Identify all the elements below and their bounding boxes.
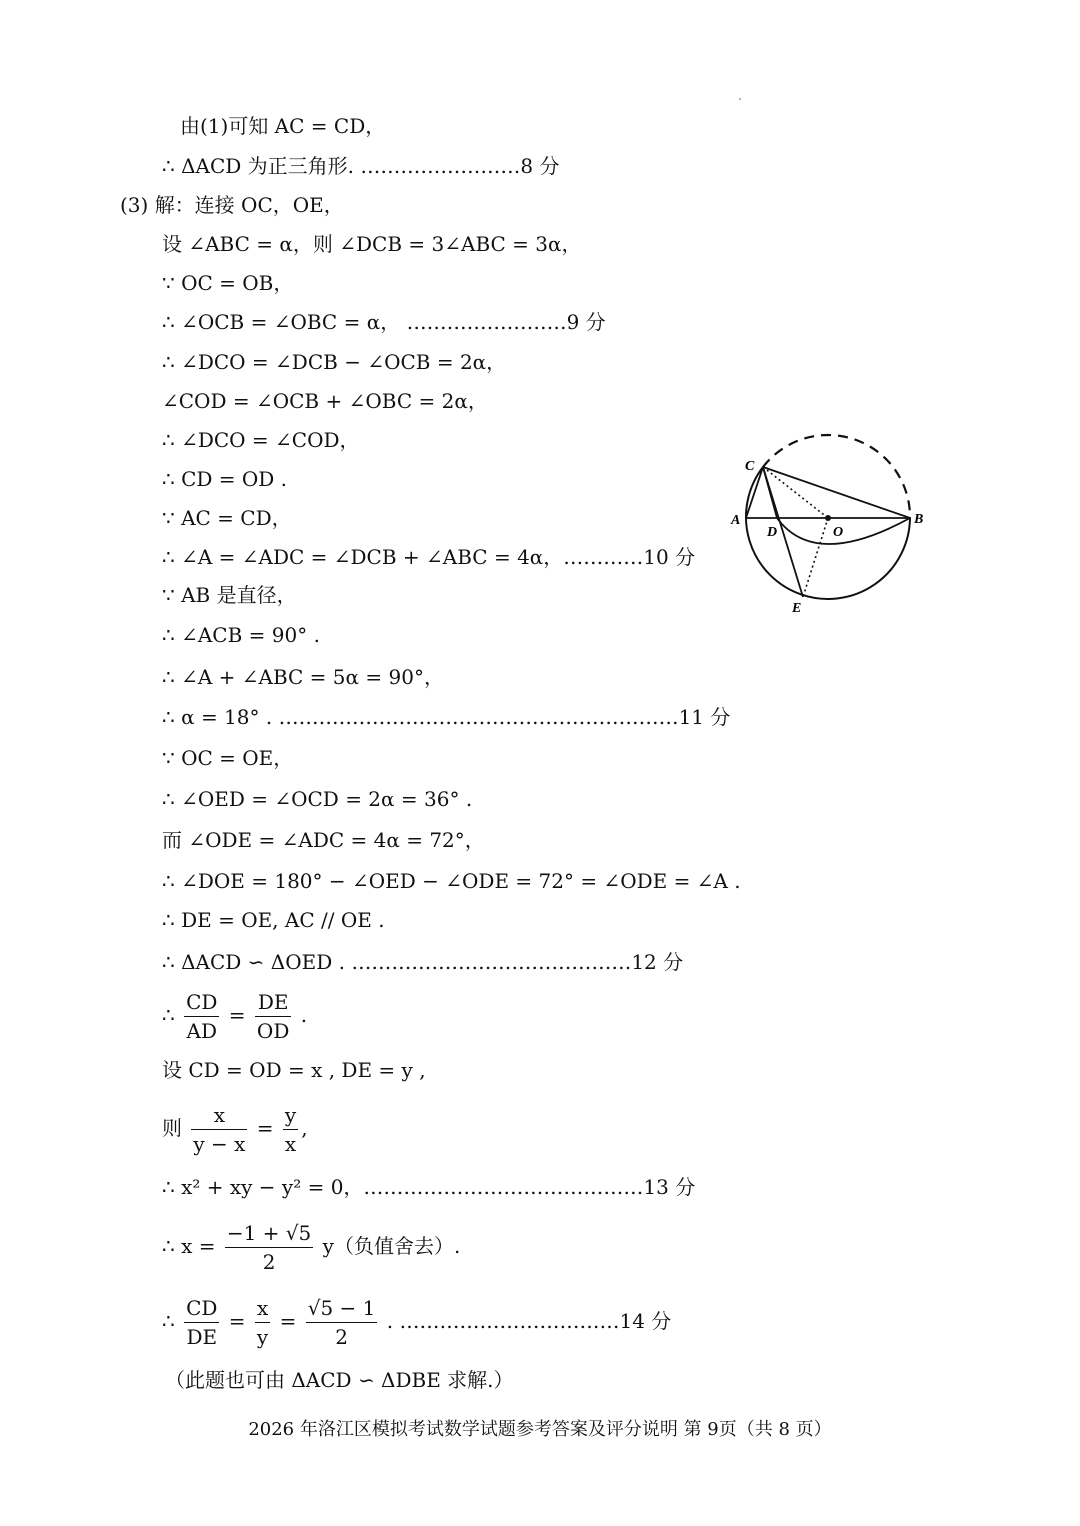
solution-line: ∴ ∠A = ∠ADC = ∠DCB + ∠ABC = 4α，…………10 分 <box>162 545 696 569</box>
fraction <box>184 1294 219 1351</box>
ratio-equation: 则 $\frac{x}{y - x}$ = $\frac{y}{x}$ , <box>162 1103 308 1156</box>
center-point-o <box>825 515 831 521</box>
solution-line: ∵ OC = OE， <box>162 746 294 770</box>
scan-speck <box>739 98 741 100</box>
segment-co-dotted <box>763 467 828 518</box>
denominator: 2 <box>335 1325 348 1349</box>
solution-line: ∠COD = ∠OCB + ∠OBC = 2α， <box>162 389 488 413</box>
label-b: B <box>914 512 924 527</box>
label-e: E <box>792 601 802 616</box>
ratio-equation: ∴ $\frac{CD}{AD}$ = $\frac{DE}{OD}$ . <box>162 990 308 1043</box>
numerator: CD <box>184 988 219 1017</box>
numerator: √5 − 1 <box>306 1294 378 1323</box>
numerator: x <box>191 1101 247 1130</box>
score-marker: . ……………………………14 分 <box>386 1309 672 1333</box>
denominator: OD <box>256 1019 290 1043</box>
denominator: y <box>256 1325 269 1349</box>
solution-line: 设 CD = OD = x , DE = y , <box>162 1058 426 1082</box>
label-o: O <box>833 525 844 540</box>
solution-equation <box>162 1219 460 1276</box>
solution-line: ∴ ∠DOE = 180° − ∠OED − ∠ODE = 72° = ∠ODE = ∠A . <box>162 869 741 893</box>
solution-line: ∴ ∠DCO = ∠COD， <box>162 428 360 452</box>
therefore-symbol: ∴ <box>162 1309 175 1333</box>
solution-line: ∴ ∠A + ∠ABC = 5α = 90°， <box>162 665 444 689</box>
fraction <box>255 1294 270 1351</box>
solution-line: ∴ DE = OE, AC // OE . <box>162 908 385 932</box>
solution-line: ∴ α = 18° . ……………………………………………………11 分 <box>162 705 731 729</box>
fraction <box>184 988 219 1045</box>
fraction <box>225 1219 313 1276</box>
segment-ca <box>746 467 763 518</box>
fraction <box>191 1101 247 1158</box>
label-d: D <box>767 525 778 540</box>
solution-line: ∵ AC = CD， <box>162 506 292 530</box>
circle-geometry-figure <box>725 430 940 620</box>
then-word: 则 <box>162 1116 182 1140</box>
numerator: x <box>255 1294 270 1323</box>
rhs-suffix: y（负值舍去）. <box>322 1234 461 1258</box>
solution-line: 设 ∠ABC = α，则 ∠DCB = 3∠ABC = 3α， <box>162 232 582 256</box>
circle-dashed-arc <box>763 435 910 518</box>
solution-line: ∴ x² + xy − y² = 0，……………………………………13 分 <box>162 1175 696 1199</box>
therefore-symbol: ∴ <box>162 1003 175 1027</box>
denominator: AD <box>186 1019 217 1043</box>
label-c: C <box>745 459 755 474</box>
solution-line: ∴ ∠OCB = ∠OBC = α， ……………………9 分 <box>162 310 606 334</box>
comma: , <box>301 1116 308 1140</box>
denominator: y − x <box>193 1132 246 1156</box>
final-equation: ∴ $\frac{CD}{DE}$ = $\frac{x}{y}$ = $\frac{√5 - 1}{2}$ . ……………………………14 分 <box>162 1296 672 1349</box>
solution-line: ∵ AB 是直径， <box>162 583 297 607</box>
segment-cb <box>763 467 910 518</box>
segment-oe-dotted <box>803 518 828 597</box>
solution-line: 由(1)可知 AC = CD， <box>180 114 386 138</box>
denominator: 2 <box>262 1250 276 1274</box>
fraction <box>283 1101 298 1158</box>
solution-line: ∴ ΔACD ∽ ΔOED . ……………………………………12 分 <box>162 950 684 974</box>
period: . <box>300 1003 308 1027</box>
numerator: y <box>283 1101 298 1130</box>
lhs: ∴ x = <box>162 1234 216 1258</box>
numerator: CD <box>184 1294 219 1323</box>
denominator: x <box>284 1132 297 1156</box>
solution-line: ∴ ∠DCO = ∠DCB − ∠OCB = 2α， <box>162 350 507 374</box>
solution-line: ∴ ΔACD 为正三角形. ……………………8 分 <box>162 154 560 178</box>
solution-line: ∴ ∠OED = ∠OCD = 2α = 36° . <box>162 787 473 811</box>
denominator: DE <box>186 1325 218 1349</box>
folded-arc <box>777 518 910 544</box>
fraction <box>255 988 291 1045</box>
solution-line: 而 ∠ODE = ∠ADC = 4α = 72°， <box>162 828 485 852</box>
solution-line: ∴ ∠ACB = 90° . <box>162 623 320 647</box>
solution-line: ∴ CD = OD . <box>162 467 288 491</box>
part-3-heading: (3) 解：连接 OC，OE， <box>120 193 344 217</box>
label-a: A <box>731 513 741 528</box>
solution-line: ∵ OC = OB， <box>162 271 294 295</box>
numerator: −1 + √5 <box>225 1219 313 1248</box>
alternative-note: （此题也可由 ΔACD ∽ ΔDBE 求解.） <box>165 1368 514 1392</box>
page-footer: 2026 年洛江区模拟考试数学试题参考答案及评分说明 第 9页（共 8 页） <box>248 1419 832 1440</box>
fraction <box>306 1294 378 1351</box>
numerator: DE <box>255 988 291 1017</box>
